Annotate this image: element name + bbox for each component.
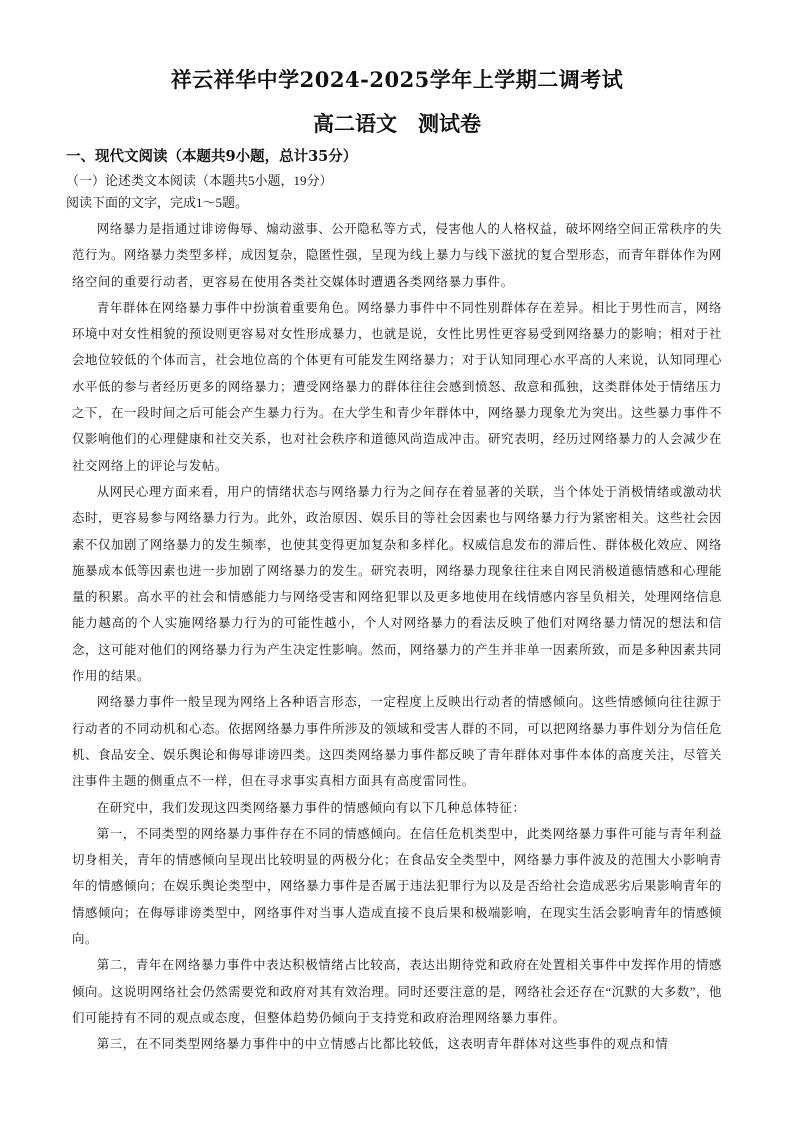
- passage-paragraph-6: 第一，不同类型的网络暴力事件存在不同的情感倾向。在信任危机类型中，此类网络暴力事件可能与青年利益切身相关，青年的情感倾向呈现出比较明显的两极分化；在食品安全类型中，网络暴力事件波及的范围大小影响青年的情感倾向；在娱乐舆论类型中，网络暴力事件是否属于违法犯罪行为以及是否给社会造成恶劣后果影响青年的情感倾向；在侮辱诽谤类型中，网络事件对当事人造成直接不良后果和极端影响，在现实生活会影响青年的情感倾向。: [72, 826, 722, 947]
- reading-instruction: 阅读下面的文字，完成1～5题。: [66, 195, 249, 210]
- passage-paragraph-2: 青年群体在网络暴力事件中扮演着重要角色。网络暴力事件中不同性别群体存在差异。相比于男性而言，网络环境中对女性相貌的预设则更容易对女性形成暴力，也就是说，女性比男性更容易受到网络暴力的影响；相对于社会地位较低的个体而言，社会地位高的个体更有可能发生网络暴力；对于认知同理心水平高的人来说，认知同理心水平低的参与者经历更多的网络暴力；遭受网络暴力的群体往往会感到愤怒、敌意和孤独，这类群体处于情绪压力之下，在一段时间之后可能会产生暴力行为。在大学生和青少年群体中，网络暴力现象尤为突出。这些暴力事件不仅影响他们的心理健康和社交关系，也对社会秩序和道德风尚造成冲击。研究表明，经历过网络暴力的人会减少在社交网络上的评论与发帖。: [72, 300, 722, 473]
- exam-title: 祥云祥华中学2024-2025学年上学期二调考试: [170, 67, 624, 92]
- reading-passage: [72, 216, 722, 1058]
- section-heading: 一、现代文阅读（本题共9小题，总计35分）: [66, 148, 358, 165]
- exam-subtitle: 高二语文 测试卷: [313, 111, 481, 136]
- passage-paragraph-5: 在研究中，我们发现这四类网络暴力事件的情感倾向有以下几种总体特征：: [96, 800, 526, 815]
- passage-paragraph-3: 从网民心理方面来看，用户的情绪状态与网络暴力行为之间存在着显著的关联，当个体处于消极情绪或激动状态时，更容易参与网络暴力行为。此外，政治原因、娱乐目的等社会因素也与网络暴力行为紧密相关。这些社会因素不仅加剧了网络暴力的发生频率，也使其变得更加复杂和多样化。权威信息发布的滞后性、群体极化效应、网络施暴成本低等因素也进一步加剧了网络暴力的发生。研究表明，网络暴力现象往往来自网民消极道德情感和心理能量的积累。高水平的社会和情感能力与网络受害和网络犯罪以及更多地使用在线情感内容呈负相关，处理网络信息能力越高的个人实施网络暴力行为的可能性越小，个人对网络暴力的看法反映了他们对网络暴力情况的想法和信念，这可能对他们的网络暴力行为产生决定性影响。然而，网络暴力的产生并非单一因素所致，而是多种因素共同作用的结果。: [72, 484, 722, 684]
- exam-page: [66, 64, 722, 1058]
- passage-paragraph-8: 第三，在不同类型网络暴力事件中的中立情感占比都比较低，这表明青年群体对这些事件的观点和情: [96, 1037, 669, 1052]
- part-heading: （一）论述类文本阅读（本题共5小题，19分）: [66, 173, 333, 188]
- passage-paragraph-1: 网络暴力是指通过诽谤侮辱、煽动滋事、公开隐私等方式，侵害他人的人格权益，破坏网络空间正常秩序的失范行为。网络暴力类型多样，成因复杂，隐匿性强，呈现为线上暴力与线下滋扰的复合型形态，而青年群体作为网络空间的重要行动者，更容易在使用各类社交媒体时遭遇各类网络暴力事件。: [72, 222, 722, 289]
- passage-paragraph-4: 网络暴力事件一般呈现为网络上各种语言形态，一定程度上反映出行动者的情感倾向。这些情感倾向往往源于行动者的不同动机和心态。依据网络暴力事件所涉及的领域和受害人群的不同，可以把网络暴力事件划分为信任危机、食品安全、娱乐舆论和侮辱诽谤四类。这四类网络暴力事件都反映了青年群体对事件本体的高度关注，尽管关注事件主题的侧重点不一样，但在寻求事实真相方面具有高度雷同性。: [72, 695, 722, 789]
- passage-paragraph-7: 第二，青年在网络暴力事件中表达积极情绪占比较高，表达出期待党和政府在处置相关事件中发挥作用的情感倾向。这说明网络社会仍然需要党和政府对其有效治理。同时还要注意的是，网络社会还存在“沉默的大多数”，他们可能持有不同的观点或态度，但整体趋势仍倾向于支持党和政府治理网络暴力事件。: [72, 958, 722, 1025]
